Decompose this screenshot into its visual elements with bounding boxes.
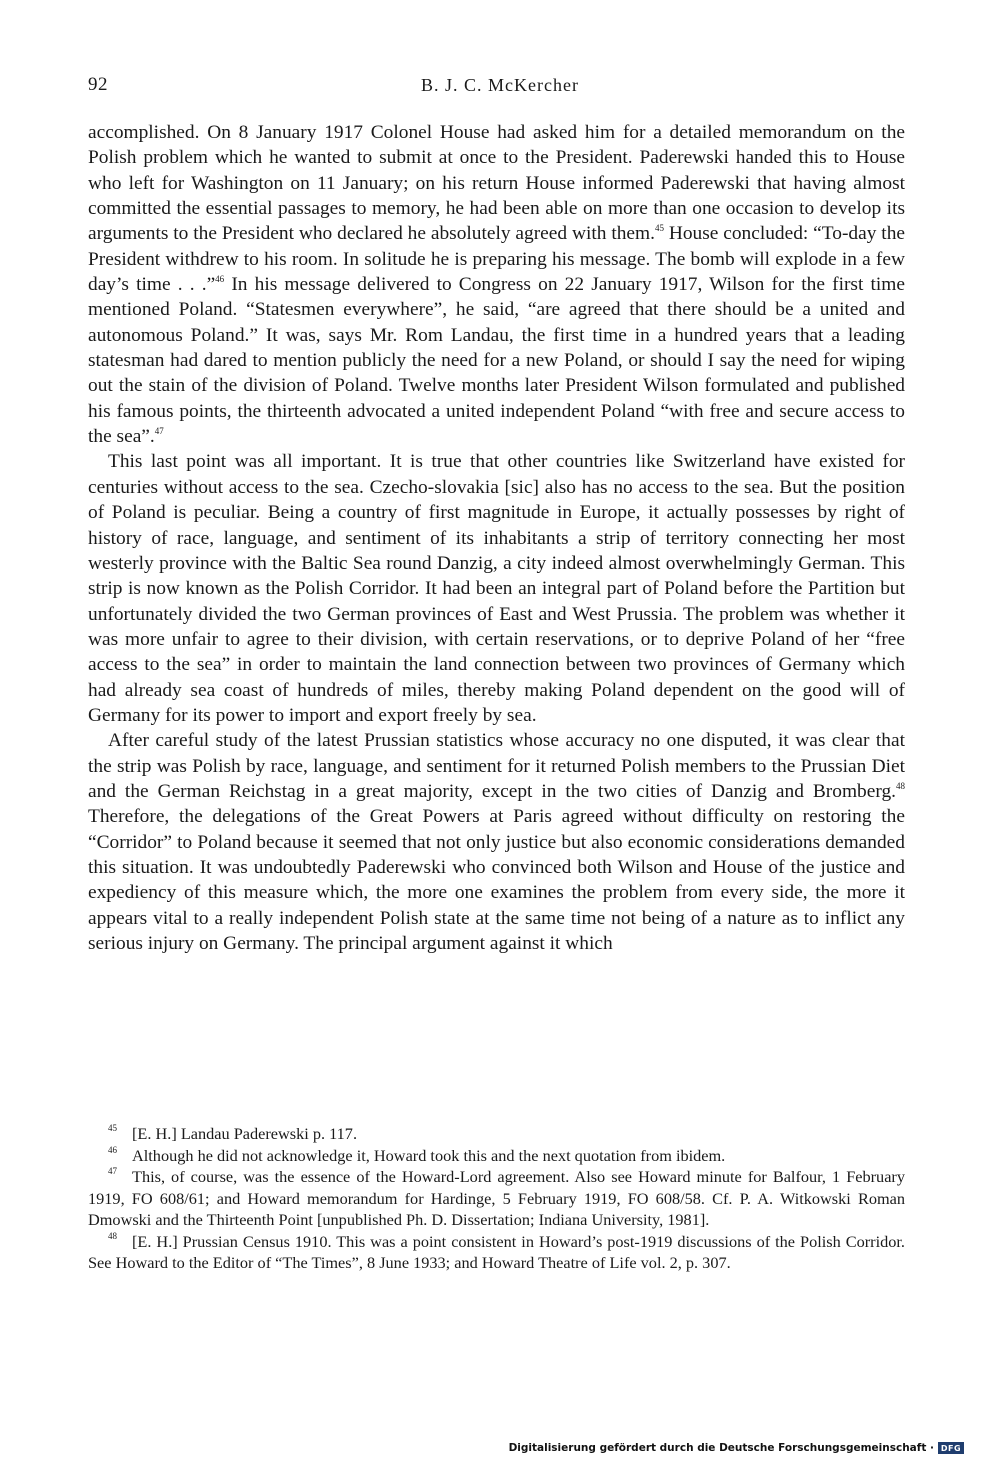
paragraph-text: This last point was all important. It is true that other countries like Switzerland have existed for centuries without access to the sea. Czecho-slovakia [sic] also has no access to the sea. But the position of Poland is peculiar. Being a country of first magnitude in Europe, it actually possesses by right of history of race, language, and sentiment of its inhabitants a strip of territory connecting her most westerly province with the Baltic Sea round Danzig, a city indeed almost overwhelmingly German. This strip is now known as the Polish Corridor. It had been an integral part of Poland before the Partition but unfortunately divided the two German provinces of East and West Prussia. The problem was whether it was more unfair to agree to their division, with certain reservations, or to deprive Poland of her “free access to the sea” in order to maintain the land connection between two provinces of Germany which had already sea coast of hundreds of miles, thereby making Poland dependent on the good will of Germany for its power to import and export freely by sea. (88, 451, 905, 726)
footnote-text: Although he did not acknowledge it, Howard took this and the next quotation from ibidem. (132, 1145, 726, 1165)
footnote-number-text: 45 (108, 1123, 117, 1133)
footnote (88, 1231, 905, 1274)
paragraph-text: House concluded: “To-day the President withdrew to his room. In solitude he is preparing his message. The bomb will explode in a few day’s time . . .” (88, 223, 905, 296)
footnote-text: [E. H.] Landau Paderewski p. 117. (132, 1124, 358, 1143)
paragraph-text: Therefore, the delegations of the Great Powers at Paris agreed without difficulty on restoring the “Corridor” to Poland because it seemed that not only justice but also economic considerations demanded this situation. It was undoubtedly Paderewski who convinced both Wilson and House of the justice and expediency of this measure which, the more one examines the problem from every side, the more it appears vital to a really independent Polish state at the same time not being of a nature as to inflict any serious injury on Germany. The principal argument against it which (88, 806, 905, 954)
footnote-number (88, 1231, 132, 1253)
footnote-ref: 48 (896, 780, 905, 791)
footnote-number-text: 46 (108, 1144, 117, 1155)
running-head: B. J. C. McKercher (421, 75, 579, 95)
footnote-number (88, 1166, 132, 1188)
page-number: 92 (88, 74, 108, 95)
body-text (88, 120, 905, 956)
credit-text: Digitalisierung gefördert durch die Deutsche Forschungsgemeinschaft · (508, 1442, 934, 1454)
footnote-ref: 47 (154, 426, 164, 437)
paragraph (88, 120, 905, 449)
paragraph-text: In his message delivered to Congress on 22 January 1917, Wilson for the first time mentioned Poland. “Statesmen everywhere”, he said, “are agreed that there should be a united and autonomous Poland.” It was, says Mr. Rom Landau, the first time in a hundred years that a leading statesman had dared to mention publicly the need for a new Poland, or should I say the need for wiping out the stain of the division of Poland. Twelve months later President Wilson formulated and published his famous points, the thirteenth advocated a united independent Poland “with free and secure access to the sea”. (88, 274, 905, 448)
footnote-number (88, 1145, 132, 1167)
footnote (88, 1123, 905, 1145)
paragraph-text: After careful study of the latest Prussian statistics whose accuracy no one disputed, it was clear that the strip was Polish by race, language, and sentiment for it returned Polish members to the Prussian Diet and the German Reichstag in a great majority, except in the two cities of Danzig and Bromberg. (88, 730, 905, 802)
footnotes (88, 1123, 905, 1274)
paragraph-text: accomplished. On 8 January 1917 Colonel House had asked him for a detailed memorandum on the Polish problem which he wanted to submit at once to the President. Paderewski handed this to House who left for Washington on 11 January; on his return House informed Paderewski that having almost committed the essential passages to memory, he had been able on more than one occasion to develop its arguments to the President who declared he absolutely agreed with them. (88, 122, 905, 245)
digitization-credit (509, 1442, 964, 1454)
footnote-number-text: 48 (108, 1230, 117, 1241)
dfg-logo-icon: DFG (938, 1442, 964, 1454)
paragraph (88, 728, 905, 956)
footnote-ref: 45 (654, 223, 664, 234)
footnote (88, 1145, 905, 1167)
footnote-number-text: 47 (108, 1166, 117, 1176)
paragraph (88, 449, 905, 728)
footnote-ref: 46 (215, 274, 225, 285)
footnote-text: This, of course, was the essence of the Howard-Lord agreement. Also see Howard minute for Balfour, 1 February 1919, FO 608/61; and Howard memorandum for Hardinge, 5 February 1919, FO 608/58. Cf. P. A. Witkowski Roman Dmowski and the Thirteenth Point [unpublished Ph. D. Dissertation; Indiana University, 1981]. (88, 1167, 905, 1229)
footnote-number (88, 1123, 132, 1145)
footnote-text: [E. H.] Prussian Census 1910. This was a point consistent in Howard’s post-1919 discussions of the Polish Corridor. See Howard to the Editor of “The Times”, 8 June 1933; and Howard Theatre of Life vol. 2, p. 307. (88, 1231, 905, 1272)
footnote (88, 1166, 905, 1231)
